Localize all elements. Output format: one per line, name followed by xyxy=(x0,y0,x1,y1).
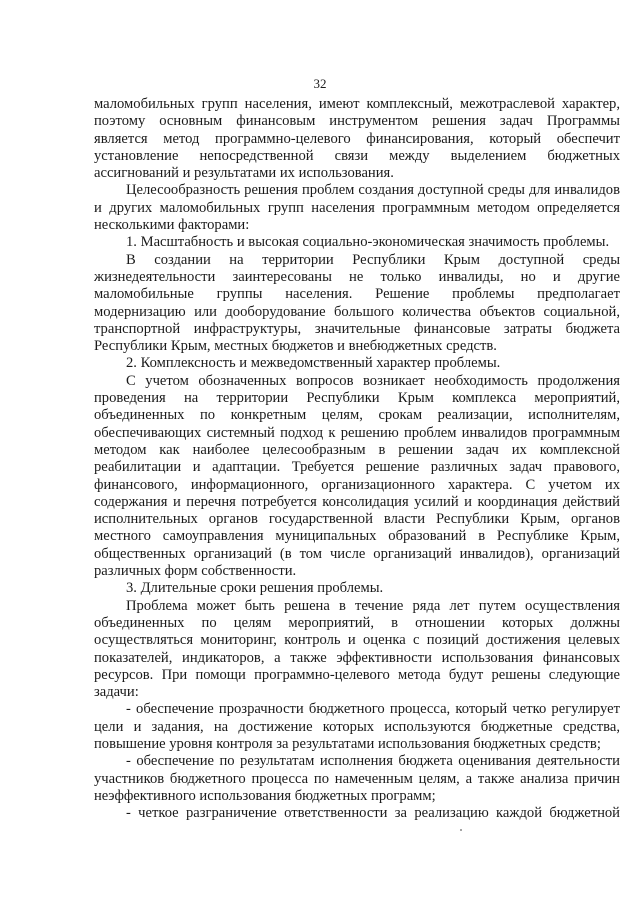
text-line: жизнедеятельности заинтересованы не только инвалиды, но и другие xyxy=(94,268,620,285)
text-line: несколькими факторами: xyxy=(94,217,250,234)
text-line: реабилитации и адаптации. Требуется решение различных задач правового, xyxy=(94,459,620,476)
text-line: объединенных по конкретным целям, срокам реализации, исполнителям, xyxy=(94,407,620,424)
text-line: и других маломобильных групп населения программным методом определяется xyxy=(94,199,620,216)
text-line: Республики Крым, местных бюджетов и внебюджетных средств. xyxy=(94,338,497,355)
text-line: цели и задания, на достижение которых используются бюджетные средства, xyxy=(94,718,620,735)
text-line: - четкое разграничение ответственности за реализацию каждой бюджетной xyxy=(126,805,620,822)
text-line: модернизацию или дооборудование большого количества объектов социальной, xyxy=(94,303,620,320)
text-line: В создании на территории Республики Крым доступной среды xyxy=(126,251,620,268)
text-line: Целесообразность решения проблем создания доступной среды для инвалидов xyxy=(126,182,620,199)
text-line: содержания и перечня потребуется консолидация усилий и координация действий xyxy=(94,493,620,510)
page-number: 32 xyxy=(313,76,327,91)
text-line: ассигнований и результатами их использования. xyxy=(94,165,394,182)
text-line: поэтому основным финансовым инструментом решения задач Программы xyxy=(94,113,620,130)
text-line: 3. Длительные сроки решения проблемы. xyxy=(126,580,384,597)
text-line: показателей, индикаторов, а также эффективности использования финансовых xyxy=(94,649,620,666)
scan-speck xyxy=(460,829,462,831)
text-line: общественных организаций (в том числе организаций инвалидов), организаций xyxy=(94,545,620,562)
text-line: исполнительных органов государственной власти Республики Крым, органов xyxy=(94,511,620,528)
text-line: является метод программно-целевого финансирования, который обеспечит xyxy=(94,130,620,147)
text-line: повышение уровня контроля за результатами использования бюджетных средств; xyxy=(94,735,601,752)
text-line: установление непосредственной связи между выделением бюджетных xyxy=(94,147,620,164)
body-text xyxy=(94,96,620,822)
text-line: проведения на территории Республики Крым комплекса мероприятий, xyxy=(94,390,620,407)
text-line: 1. Масштабность и высокая социально-экономическая значимость проблемы. xyxy=(126,234,610,251)
text-line: 2. Комплексность и межведомственный характер проблемы. xyxy=(126,355,501,372)
text-line: финансового, информационного, организационного характера. С учетом их xyxy=(94,476,620,493)
text-line: местного самоуправления муниципальных образований в Республике Крым, xyxy=(94,528,620,545)
text-line: осуществляться мониторинг, контроль и оценка с позиций достижения целевых xyxy=(94,632,620,649)
text-line: - обеспечение по результатам исполнения бюджета оценивания деятельности xyxy=(126,753,620,770)
text-line: ресурсов. При помощи программно-целевого метода будут решены следующие xyxy=(94,666,620,683)
text-line: участников бюджетного процесса по намеченным целям, а также анализа причин xyxy=(94,770,620,787)
text-line: - обеспечение прозрачности бюджетного процесса, который четко регулирует xyxy=(126,701,620,718)
text-line: С учетом обозначенных вопросов возникает необходимость продолжения xyxy=(126,372,620,389)
text-line: Проблема может быть решена в течение ряда лет путем осуществления xyxy=(126,597,620,614)
text-line: маломобильные группы населения. Решение проблемы предполагает xyxy=(94,286,620,303)
text-line: неэффективного использования бюджетных программ; xyxy=(94,787,436,804)
text-line: маломобильных групп населения, имеют комплексный, межотраслевой характер, xyxy=(94,96,620,112)
text-line: различных форм собственности. xyxy=(94,563,297,580)
text-line: транспортной инфраструктуры, значительные финансовые затраты бюджета xyxy=(94,320,620,337)
text-line: объединенных по целям мероприятий, в отношении которых должны xyxy=(94,614,620,631)
text-line: обеспечивающих системный подход к решению проблем инвалидов программным xyxy=(94,424,620,441)
text-line: задачи: xyxy=(94,684,139,701)
text-line: методом как наиболее целесообразным в решении задач их комплексной xyxy=(94,441,620,458)
